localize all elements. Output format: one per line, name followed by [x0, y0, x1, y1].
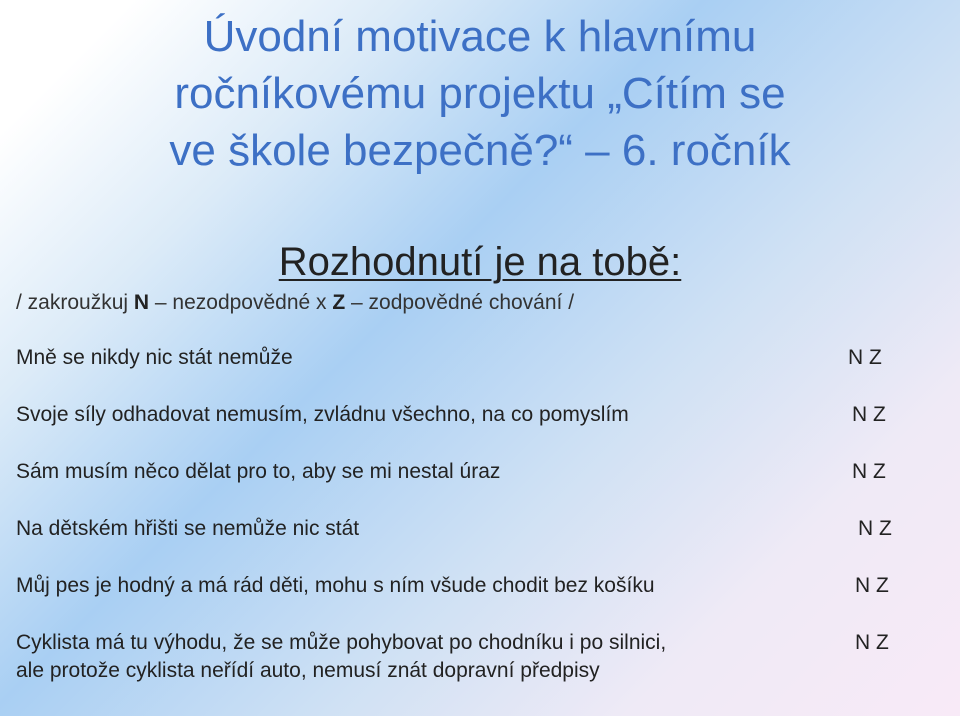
statement-text — [16, 629, 666, 685]
choice-n-z[interactable]: N Z — [852, 403, 886, 426]
instructions-n-text: – nezodpovědné x — [149, 291, 333, 314]
slide-subtitle: Rozhodnutí je na tobě: — [278, 240, 682, 284]
choice-n-z[interactable]: N Z — [848, 346, 882, 369]
instructions-n-letter: N — [133, 291, 150, 314]
statement-text: Svoje síly odhadovat nemusím, zvládnu všechno, na co pomyslím — [16, 403, 629, 426]
statement-text: Můj pes je hodný a má rád děti, mohu s ním všude chodit bez košíku — [16, 574, 655, 597]
choice-n-z[interactable]: N Z — [858, 517, 892, 540]
statement-text: Sám musím něco dělat pro to, aby se mi nestal úraz — [16, 460, 501, 483]
choice-n-z[interactable]: N Z — [855, 574, 889, 597]
instructions — [16, 290, 574, 316]
instructions-z-text: – zodpovědné chování / — [345, 291, 575, 314]
instructions-z-letter: Z — [332, 291, 346, 314]
choice-n-z[interactable]: N Z — [852, 460, 886, 483]
title-line-1: Úvodní motivace k hlavnímu — [203, 12, 757, 61]
slide-title — [110, 8, 850, 179]
statement-text-line-1: Cyklista má tu výhodu, že se může pohybovat po chodníku i po silnici, — [16, 631, 667, 654]
statement-text-line-2: ale protože cyklista neřídí auto, nemusí znát dopravní předpisy — [16, 659, 600, 682]
instructions-prefix: / zakroužkuj — [16, 291, 134, 314]
title-line-2: ročníkovému projektu „Cítím se — [174, 69, 786, 118]
statement-text: Na dětském hřišti se nemůže nic stát — [16, 517, 360, 540]
title-line-3: ve škole bezpečně?“ – 6. ročník — [169, 126, 791, 175]
choice-n-z[interactable]: N Z — [855, 631, 889, 654]
statement-text: Mně se nikdy nic stát nemůže — [16, 346, 293, 369]
